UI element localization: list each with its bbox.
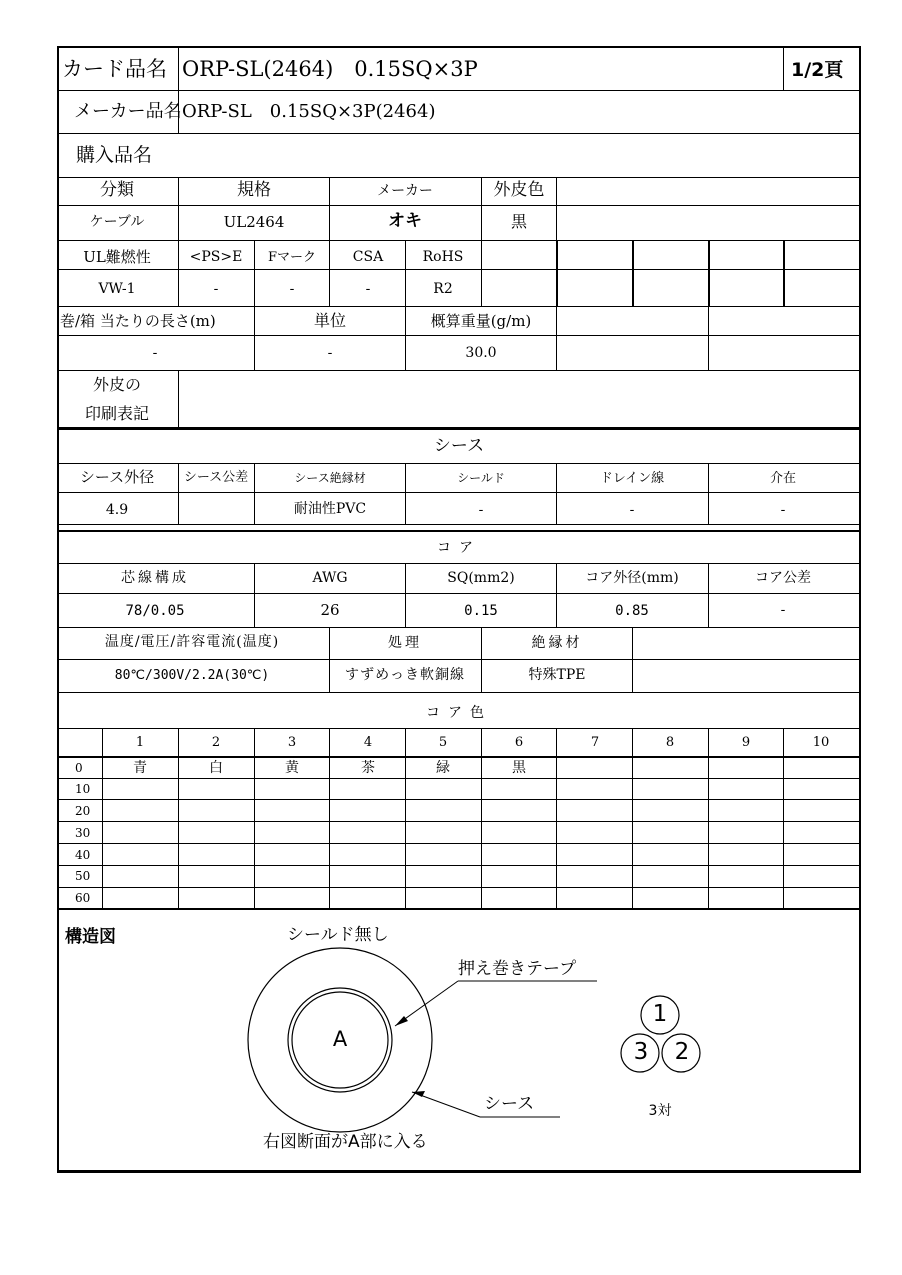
shield-value: - [478, 502, 484, 518]
tape-label: 押え巻きテープ [458, 959, 577, 979]
weight-header: 概算重量(g/m) [430, 312, 532, 330]
color-column-header: 10 [812, 735, 830, 750]
maker-header: メーカー [377, 183, 433, 199]
color-row-label: 20 [75, 804, 91, 818]
core-section-title: コア [437, 540, 481, 556]
core-color-cell: 青 [133, 760, 147, 776]
insulation-header: 絶縁材 [531, 635, 583, 651]
core-tolerance-value: - [780, 602, 786, 618]
length-value: - [152, 345, 158, 361]
awg-header: AWG [312, 570, 348, 586]
filler-value: - [780, 502, 786, 518]
card-name-label: カード品名 [62, 57, 167, 81]
sheath-material-value: 耐油性PVC [293, 501, 367, 517]
color-row-label: 40 [75, 848, 91, 862]
category-header: 分類 [100, 180, 134, 200]
core-color-cell: 黒 [512, 760, 526, 776]
csa-header: CSA [352, 249, 384, 265]
tape-inner-circle [292, 992, 388, 1088]
shield-header: シールド [457, 471, 505, 485]
length-header: 巻/箱 当たりの長さ(m) [60, 312, 216, 330]
unit-value: - [327, 345, 333, 361]
treatment-header: 処理 [388, 635, 422, 651]
color-column-header: 7 [590, 735, 600, 750]
no-shield-label: シールド無し [287, 925, 389, 945]
drain-wire-value: - [629, 502, 635, 518]
core-color-cell: 緑 [436, 760, 450, 776]
core-od-value: 0.85 [615, 603, 649, 619]
sheath-material-header: シース絶縁材 [294, 471, 366, 485]
core-letter-a: A [332, 1027, 348, 1051]
treatment-value: すずめっき軟銅線 [345, 667, 465, 683]
sheath-tolerance-header: シース公差 [183, 470, 249, 485]
pair-1-label: 1 [652, 1001, 668, 1027]
color-column-header: 6 [514, 735, 524, 750]
color-row-label: 0 [75, 761, 83, 775]
drain-wire-header: ドレイン線 [599, 471, 665, 486]
pair-2-label: 2 [674, 1039, 690, 1065]
sheath-od-value: 4.9 [105, 502, 129, 518]
ul-flame-header: UL難燃性 [83, 248, 151, 266]
color-column-header: 2 [211, 735, 221, 750]
maker-value: オキ [388, 211, 422, 231]
page-number: 1/2頁 [791, 59, 844, 81]
color-row-label: 10 [75, 782, 91, 796]
print-label-line1: 外皮の [92, 375, 142, 394]
sheath-section-title: シース [433, 436, 485, 456]
spec-value: UL2464 [223, 213, 285, 231]
category-value: ケーブル [89, 214, 145, 230]
sheath-label: シース [484, 1094, 535, 1114]
f-mark-value: - [289, 281, 295, 297]
maker-name-value: ORP-SL 0.15SQ×3P(2464) [182, 101, 436, 122]
strand-value: 78/0.05 [125, 603, 185, 619]
f-mark-header: Fマーク [267, 250, 317, 265]
rating-value: 80℃/300V/2.2A(30℃) [114, 668, 270, 683]
card-name-value: ORP-SL(2464) 0.15SQ×3P [182, 57, 478, 81]
color-column-header: 8 [665, 735, 675, 750]
structure-title: 構造図 [65, 927, 116, 947]
color-row-label: 50 [75, 869, 91, 883]
maker-name-label: メーカー品名 [74, 101, 182, 122]
rohs-value: R2 [433, 281, 453, 297]
rohs-header: RoHS [422, 249, 464, 265]
rating-header: 温度/電圧/許容電流(温度) [104, 634, 280, 650]
core-color-cell: 黄 [285, 760, 299, 776]
core-color-cell: 茶 [361, 760, 375, 776]
tape-outer-circle [288, 988, 392, 1092]
core-color-cell: 白 [209, 760, 223, 776]
pse-header: <PS>E [189, 249, 243, 265]
sheath-outer-circle [248, 948, 432, 1132]
color-column-header: 4 [363, 735, 373, 750]
color-column-header: 9 [741, 735, 751, 750]
ul-flame-value: VW-1 [98, 281, 136, 297]
color-row-label: 30 [75, 826, 91, 840]
pair-caption: 3対 [648, 1103, 672, 1119]
spec-header: 規格 [237, 180, 271, 200]
weight-value: 30.0 [465, 345, 497, 361]
filler-header: 介在 [769, 471, 797, 486]
color-column-header: 3 [287, 735, 297, 750]
core-tolerance-header: コア公差 [755, 570, 811, 586]
jacket-color-value: 黒 [510, 212, 528, 231]
pse-value: - [213, 281, 219, 297]
color-column-header: 5 [438, 735, 448, 750]
sheath-od-header: シース外径 [79, 468, 155, 486]
purchase-name-label: 購入品名 [76, 144, 153, 166]
print-label-line2: 印刷表記 [84, 404, 150, 423]
core-od-header: コア外径(mm) [585, 570, 679, 586]
color-row-label: 60 [75, 891, 91, 905]
sq-value: 0.15 [464, 603, 498, 619]
structure-caption: 右図断面がA部に入る [263, 1132, 428, 1152]
pair-3-label: 3 [633, 1039, 649, 1065]
strand-header: 芯線構成 [121, 570, 189, 586]
insulation-value: 特殊TPE [528, 667, 586, 683]
sq-header: SQ(mm2) [447, 570, 515, 586]
unit-header: 単位 [313, 311, 347, 330]
core-color-title: コア色 [426, 705, 492, 721]
awg-value: 26 [320, 601, 340, 619]
csa-value: - [365, 281, 371, 297]
jacket-color-header: 外皮色 [493, 180, 545, 200]
color-column-header: 1 [135, 735, 145, 750]
